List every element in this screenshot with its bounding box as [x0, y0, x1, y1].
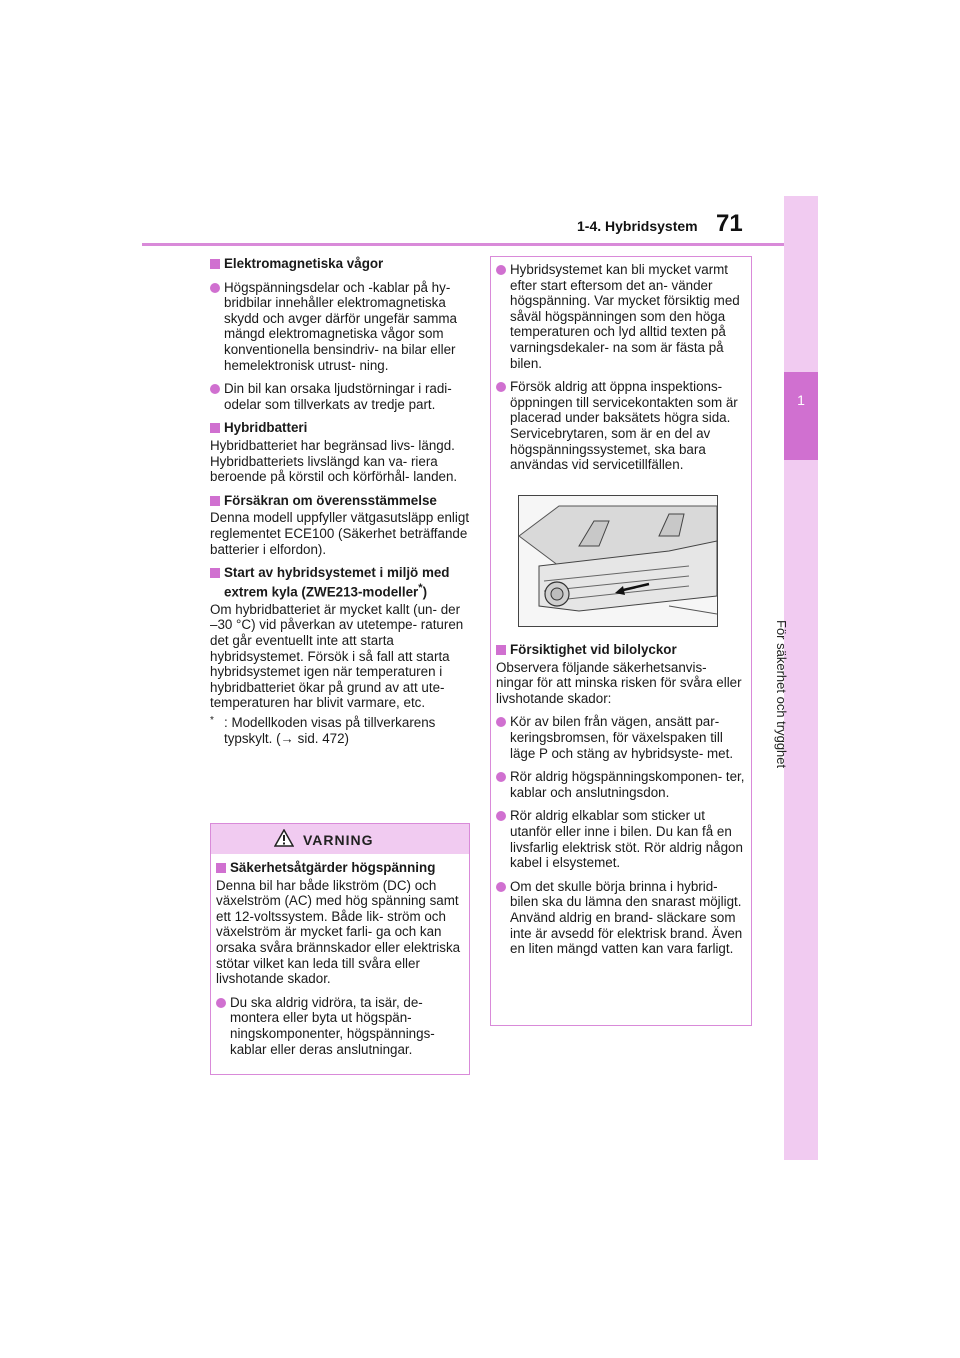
chapter-title: För säkerhet och trygghet [774, 620, 789, 769]
footnote [210, 715, 470, 746]
warning-box [210, 823, 470, 1075]
warning-heading: Säkerhetsåtgärder högspänning [216, 860, 462, 876]
bullet-fire: Om det skulle börja brinna i hybrid- bilen ska du lämna den snarast möjligt. Använd aldrig en brand- släckare som inte är avsedd för elektrisk brand. Även en liten mängd vatten kan vara farligt. [496, 879, 746, 957]
heading-hybrid-battery: Hybridbatteri [210, 420, 470, 436]
bullet-no-touch-hv: Rör aldrig högspänningskomponen- ter, kablar och anslutningsdon. [496, 769, 746, 800]
bullet-service-plug: Försök aldrig att öppna inspektions- öppningen till servicekontakten som är placerad under baksätets högra sida. Servicebrytaren, som är en del av högspänningssystemet, ska bara användas vid servicetillfällen. [496, 379, 746, 473]
footnote-mark: * [210, 714, 214, 726]
heading-cold-start-sup: * [418, 581, 423, 594]
heading-cold-start-end: ) [422, 584, 428, 600]
warning-header [211, 824, 469, 854]
text-accident: Observera följande säkerhetsanvis- ningar för att minska risken för svåra eller livshotande skador: [496, 659, 742, 706]
warning-body [216, 860, 462, 1057]
warning-text: Denna bil har både likström (DC) och växelström (AC) med hög spänning samt ett 12-voltssystem. Både lik- ström och växelström är mycket farli- ga och kan orsaka svåra brännskador eller elektriska stötar vilket kan leda till svåra eller livshotande skador. [216, 877, 461, 987]
warning-bullet: Du ska aldrig vidröra, ta isär, de- montera eller byta ut högspän- ningskomponenter, högspännings- kablar eller deras anslutningar. [216, 995, 462, 1057]
heading-cold-start-text: Start av hybridsystemet i miljö med extrem kyla (ZWE213-modeller [224, 565, 450, 600]
heading-conformity: Försäkran om överensstämmelse [210, 493, 470, 509]
bullet-em-2: Din bil kan orsaka ljudstörningar i radi- odelar som tillverkats av tredje part. [210, 381, 470, 412]
heading-accident: Försiktighet vid bilolyckor [496, 642, 746, 658]
bullet-stop-car: Kör av bilen från vägen, ansätt par- keringsbromsen, för växelspaken till läge P och stäng av hybridsyste- met. [496, 714, 746, 761]
chapter-title-vertical [774, 620, 813, 769]
bullet-no-touch-cables: Rör aldrig elkablar som sticker ut utanför eller inne i bilen. Du kan få en livsfarlig elektrisk stöt. Rör aldrig någon kabel i elsystemet. [496, 808, 746, 870]
text-cold-start: Om hybridbatteriet är mycket kallt (un- der –30 °C) vid påverkan av utetempe- raturen det går eventuellt inte att starta hybridsystemet. Försök i så fall att starta hybridsystemet igen när temperaturen i hybridbatteriet ökar på grund av att ute- temperaturen har blivit varmare, etc. [210, 601, 464, 711]
hybrid-battery-illustration [518, 495, 718, 627]
chapter-number: 1 [797, 392, 805, 408]
left-column [210, 256, 470, 746]
warning-title: VARNING [303, 832, 374, 848]
chapter-side-tab [784, 196, 818, 1160]
bullet-em-1: Högspänningsdelar och -kablar på hy- bridbilar innehåller elektromagnetiska skydd och avger därför ungefär samma mängd elektromagnetiska vågor som konventionella bensindriv- na bilar eller hemelektronisk utrust- ning. [210, 280, 470, 374]
right-column [496, 262, 746, 473]
text-conformity: Denna modell uppfyller vätgasutsläpp enligt reglementet ECE100 (Säkerhet beträffande batterier i elfordon). [210, 510, 470, 557]
page-number: 71 [716, 210, 743, 237]
heading-em-waves: Elektromagnetiska vågor [210, 256, 470, 272]
warning-triangle-icon [274, 829, 294, 847]
bullet-hot-system: Hybridsystemet kan bli mycket varmt efter start eftersom det an- vänder högspänning. Var mycket försiktig med såväl högspänningen som den höga temperaturen och lyd alltid texten på varningsdekaler- na som är fästa på bilen. [496, 262, 746, 371]
text-hybrid-battery: Hybridbatteriet har begränsad livs- längd. Hybridbatteriets livslängd kan va- riera beroende på körstil och körförhål- landen. [210, 437, 458, 485]
heading-cold-start [210, 565, 470, 600]
right-column-lower [496, 642, 746, 957]
header-rule [142, 243, 784, 246]
section-title: 1-4. Hybridsystem [577, 218, 698, 234]
footnote-text: : Modellkoden visas på tillverkarens typskylt. (→ sid. 472) [224, 714, 436, 746]
chapter-number-tab [784, 372, 818, 460]
